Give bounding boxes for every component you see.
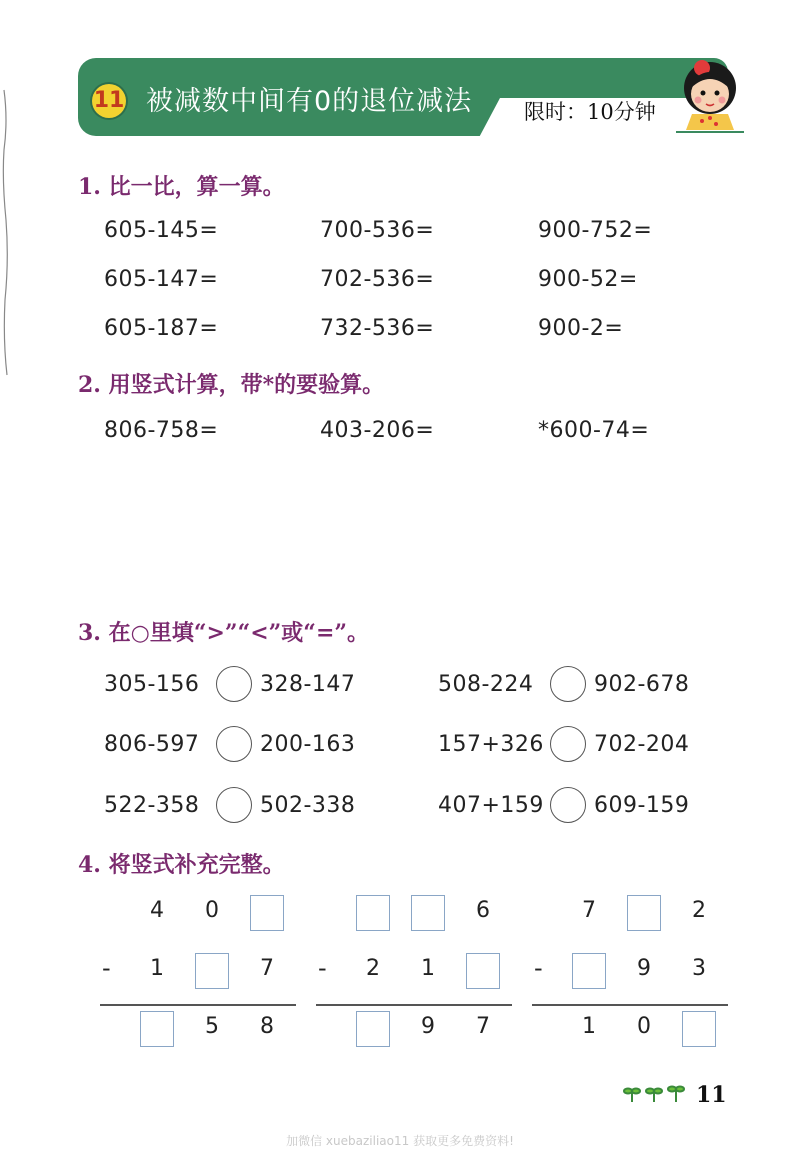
sum-line: [316, 1004, 512, 1006]
blank-digit-box[interactable]: [682, 1011, 716, 1047]
equation: 702-536=: [320, 267, 435, 292]
page-number: 11: [696, 1082, 727, 1108]
vertical-subtraction: [532, 890, 732, 1065]
answer-circle[interactable]: [550, 787, 586, 823]
left-expression: 806-597: [104, 732, 200, 757]
minus-sign: -: [534, 954, 543, 982]
result-digit: 5: [205, 1014, 219, 1039]
equation: 700-536=: [320, 218, 435, 243]
answer-circle[interactable]: [216, 666, 252, 702]
blank-digit-box[interactable]: [572, 953, 606, 989]
result-digit: 8: [260, 1014, 274, 1039]
answer-circle[interactable]: [550, 726, 586, 762]
minus-sign: -: [102, 954, 111, 982]
top-digit: 6: [476, 898, 490, 923]
lesson-number-badge: 11: [92, 84, 126, 118]
section-1-title: 1. 比一比，算一算。: [78, 174, 285, 200]
equation: 806-758=: [104, 418, 219, 443]
left-expression: 508-224: [438, 672, 534, 697]
blank-digit-box[interactable]: [627, 895, 661, 931]
bottom-digit: 9: [637, 956, 651, 981]
right-expression: 328-147: [260, 672, 356, 697]
blank-digit-box[interactable]: [195, 953, 229, 989]
top-digit: 4: [150, 898, 164, 923]
left-expression: 407+159: [438, 793, 544, 818]
equation: *600-74=: [538, 418, 650, 443]
vertical-subtraction: [100, 890, 300, 1065]
equation: 403-206=: [320, 418, 435, 443]
equation: 900-2=: [538, 316, 624, 341]
vertical-subtraction: [316, 890, 516, 1065]
cartoon-girl-icon: [672, 58, 748, 138]
footer-note: 加微信 xuebaziliao11 获取更多免费资料!: [286, 1134, 514, 1148]
right-expression: 702-204: [594, 732, 690, 757]
top-digit: 0: [205, 898, 219, 923]
bottom-digit: 3: [692, 956, 706, 981]
right-expression: 902-678: [594, 672, 690, 697]
result-digit: 9: [421, 1014, 435, 1039]
sum-line: [532, 1004, 728, 1006]
equation: 605-187=: [104, 316, 219, 341]
bottom-digit: 1: [421, 956, 435, 981]
left-expression: 522-358: [104, 793, 200, 818]
bottom-digit: 1: [150, 956, 164, 981]
left-expression: 157+326: [438, 732, 544, 757]
blank-digit-box[interactable]: [250, 895, 284, 931]
blank-digit-box[interactable]: [356, 1011, 390, 1047]
page-edge-decoration: [0, 80, 14, 380]
blank-digit-box[interactable]: [356, 895, 390, 931]
answer-circle[interactable]: [216, 726, 252, 762]
equation: 900-52=: [538, 267, 638, 292]
left-expression: 305-156: [104, 672, 200, 697]
section-3-title: 3. 在○里填“>”“<”或“=”。: [78, 620, 370, 646]
equation: 605-145=: [104, 218, 219, 243]
result-digit: 7: [476, 1014, 490, 1039]
top-digit: 7: [582, 898, 596, 923]
equation: 900-752=: [538, 218, 653, 243]
section-4-title: 4. 将竖式补充完整。: [78, 852, 285, 878]
section-2-title: 2. 用竖式计算，带*的要验算。: [78, 372, 385, 398]
equation: 605-147=: [104, 267, 219, 292]
answer-circle[interactable]: [550, 666, 586, 702]
right-expression: 609-159: [594, 793, 690, 818]
right-expression: 502-338: [260, 793, 356, 818]
blank-digit-box[interactable]: [466, 953, 500, 989]
time-limit-label: 限时：10分钟: [524, 100, 656, 124]
blank-digit-box[interactable]: [411, 895, 445, 931]
lesson-title: 被减数中间有0的退位减法: [146, 86, 473, 117]
result-digit: 0: [637, 1014, 651, 1039]
equation: 732-536=: [320, 316, 435, 341]
bottom-digit: 2: [366, 956, 380, 981]
right-expression: 200-163: [260, 732, 356, 757]
top-digit: 2: [692, 898, 706, 923]
bottom-digit: 7: [260, 956, 274, 981]
answer-circle[interactable]: [216, 787, 252, 823]
blank-digit-box[interactable]: [140, 1011, 174, 1047]
result-digit: 1: [582, 1014, 596, 1039]
minus-sign: -: [318, 954, 327, 982]
sprout-icon: [622, 1084, 692, 1104]
sum-line: [100, 1004, 296, 1006]
